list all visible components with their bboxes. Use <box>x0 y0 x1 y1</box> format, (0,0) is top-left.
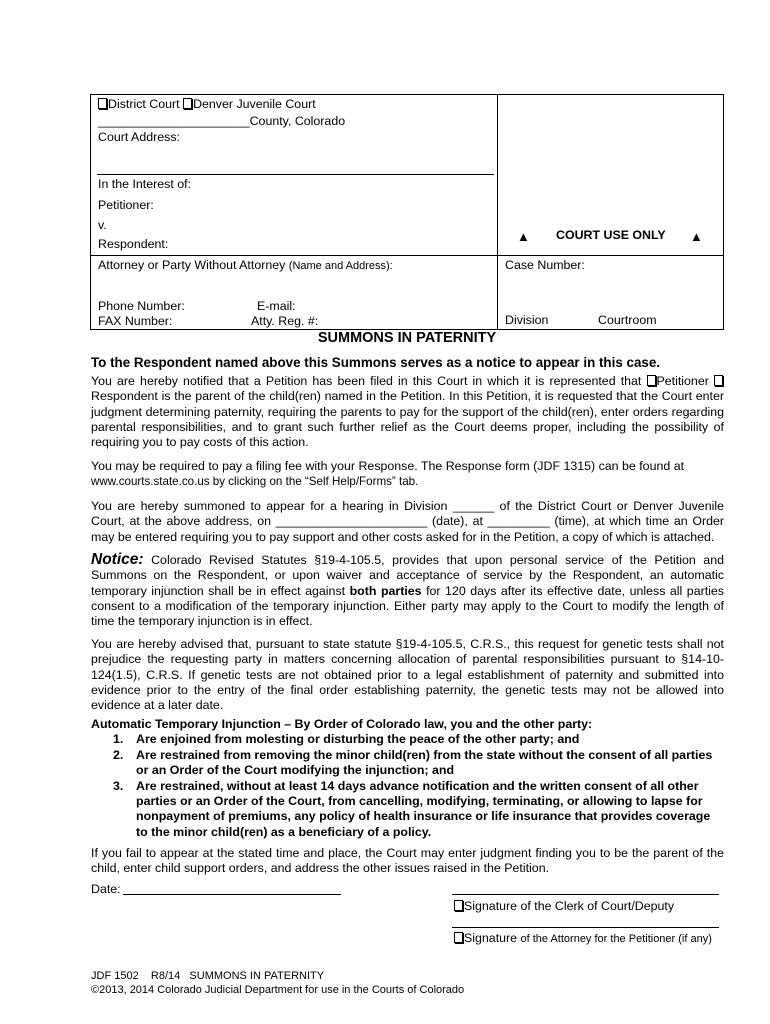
clerk-checkbox[interactable] <box>454 900 463 911</box>
injunction-heading: Automatic Temporary Injunction – By Order of Colorado law, you and the other party: <box>91 717 593 731</box>
p2-line1: You may be required to pay a filing fee with your Response. The Response form (JDF 1315) can be found at <box>91 459 685 473</box>
attorney-label-sub: (Name and Address): <box>288 260 393 272</box>
list-item <box>91 748 724 779</box>
footer-copyright: ©2013, 2014 Colorado Judicial Department for use in the Courts of Colorado <box>91 984 465 996</box>
page-title: SUMMONS IN PATERNITY <box>317 330 497 346</box>
petitioner-checkbox[interactable] <box>647 375 656 386</box>
attorney-signature-line[interactable] <box>452 927 719 928</box>
paragraph-hearing: You are hereby summoned to appear for a hearing in Division ______ of the District Court or Denver Juvenile Court, at the above address, on ______________________ (date), at _________ (time), at which time an Order may be entered requiring you to pay support and other costs asked for in the Petition, a copy of which is attached. <box>91 499 724 544</box>
list-item-number: 3. <box>113 778 124 793</box>
list-item-text: Are restrained, without at least 14 days advance notification and the written consent of all other parties or an Order of the Court, from cancelling, modifying, terminating, or allowing to lapse for nonpayment of premiums, any policy of health insurance or life insurance that provides coverage to the minor child(ren) as a beneficiary of a policy. <box>136 778 711 839</box>
p2-line2: www.courts.state.co.us by clicking on the “Self Help/Forms” tab. <box>91 475 419 489</box>
attorney-label-main: Attorney or Party Without Attorney <box>98 258 286 272</box>
list-item-number: 1. <box>113 732 124 747</box>
attorney-checkbox[interactable] <box>454 932 463 943</box>
court-address-underline <box>97 174 494 175</box>
juvenile-court-label: Denver Juvenile Court <box>193 97 316 111</box>
phone-label: Phone Number: <box>98 299 185 313</box>
notice-both-parties: both parties <box>349 583 422 598</box>
court-address-label: Court Address: <box>98 130 180 144</box>
courtroom-label: Courtroom <box>598 313 657 327</box>
injunction-section <box>91 717 724 840</box>
paragraph-genetic-tests: You are hereby advised that, pursuant to state statute §19-4-105.5, C.R.S., this request for genetic tests shall not prejudice the requesting party in matters concerning allocation of parental responsibilities pursuant to §14-10-124(1.5), C.R.S. If genetic tests are not obtained prior to a legal establishment of paternity and submitted into evidence prior to the entry of the final order establishing paternity, the genetic tests may not be allowed into evidence at a later date. <box>91 637 724 713</box>
juvenile-court-checkbox[interactable] <box>183 98 192 109</box>
clerk-signature <box>454 899 674 913</box>
clerk-signature-line[interactable] <box>452 894 719 895</box>
paragraph-notice <box>91 552 724 629</box>
list-item-text: Are enjoined from molesting or disturbing the peace of the other party; and <box>136 732 580 747</box>
list-item <box>91 732 724 747</box>
attorney-label <box>98 258 393 272</box>
p1-part2: is the parent of the child(ren) named in the Petition. In this Petition, it is requested that the Court enter judgment determining paternity, requiring the parents to pay for the support of the child(ren), enter orders regarding parental responsibilities, and to grant such further relief as the Court deems proper, including the possibility of requiring you to pay costs of this action. <box>91 389 725 450</box>
versus-label: v. <box>98 218 107 232</box>
county-line[interactable]: ______________________County, Colorado <box>98 114 346 128</box>
petitioner-label: Petitioner: <box>98 198 154 212</box>
division-label: Division <box>505 313 549 327</box>
notice-part1: Colorado Revised Statutes §19-4-105.5, provides that upon personal service of the Petition and Summons on the Respondent, or upon waiver and acceptance of service by the Respondent, an automatic temporary injunction shall be in effect against <box>91 553 724 598</box>
paragraph-filing-fee <box>91 459 724 490</box>
clerk-signature-label: Signature of the Clerk of Court/Deputy <box>464 899 675 913</box>
paragraph-failure-to-appear: If you fail to appear at the stated time and place, the Court may enter judgment finding you to be the parent of the child, enter child support orders, and address the other issues raised in the Petition. <box>91 846 724 876</box>
date-label: Date: <box>91 882 121 896</box>
triangle-right-icon: ▲ <box>690 229 703 244</box>
date-field[interactable] <box>123 894 341 895</box>
attorney-signature <box>454 931 712 945</box>
respondent-checkbox[interactable] <box>714 375 723 386</box>
triangle-left-icon: ▲ <box>517 229 530 244</box>
p1-respondent: Respondent <box>91 389 158 404</box>
case-number-label: Case Number: <box>505 258 585 272</box>
list-item-text: Are restrained from removing the minor child(ren) from the state without the consent of all parties or an Order of the Court modifying the injunction; and <box>136 747 713 778</box>
notice-label: Notice: <box>91 551 144 568</box>
interest-of-label: In the Interest of: <box>98 177 191 191</box>
district-court-checkbox[interactable] <box>98 98 107 109</box>
fax-label: FAX Number: <box>98 314 173 328</box>
p1-petitioner: Petitioner <box>656 374 709 388</box>
caption-divider-horizontal <box>90 255 724 256</box>
p1-part1: You are hereby notified that a Petition has been filed in this Court in which it is represented that <box>91 374 642 388</box>
attorney-signature-label-b: of the Attorney for the Petitioner (if any) <box>520 933 712 945</box>
respondent-heading: To the Respondent named above this Summons serves as a notice to appear in this case. <box>91 355 661 370</box>
court-use-only-label: COURT USE ONLY <box>556 228 666 242</box>
paragraph-notification <box>91 374 724 450</box>
district-court-label: District Court <box>108 97 180 111</box>
atty-reg-label: Atty. Reg. #: <box>251 314 319 328</box>
footer-form-id: JDF 1502 R8/14 SUMMONS IN PATERNITY <box>91 970 325 982</box>
attorney-signature-label-a: Signature <box>464 931 518 945</box>
caption-box <box>90 94 724 330</box>
notice-part2: for 120 days after its effective date, unless all parties consent to a modification of the temporary injunction. Either party may apply to the Court to modify the length of time the temporary injunction is in effect. <box>91 583 724 629</box>
list-item-number: 2. <box>113 747 124 762</box>
respondent-label: Respondent: <box>98 237 169 251</box>
court-selection <box>98 97 316 111</box>
caption-divider-vertical <box>497 94 498 330</box>
list-item <box>91 779 724 841</box>
email-label: E-mail: <box>257 299 296 313</box>
